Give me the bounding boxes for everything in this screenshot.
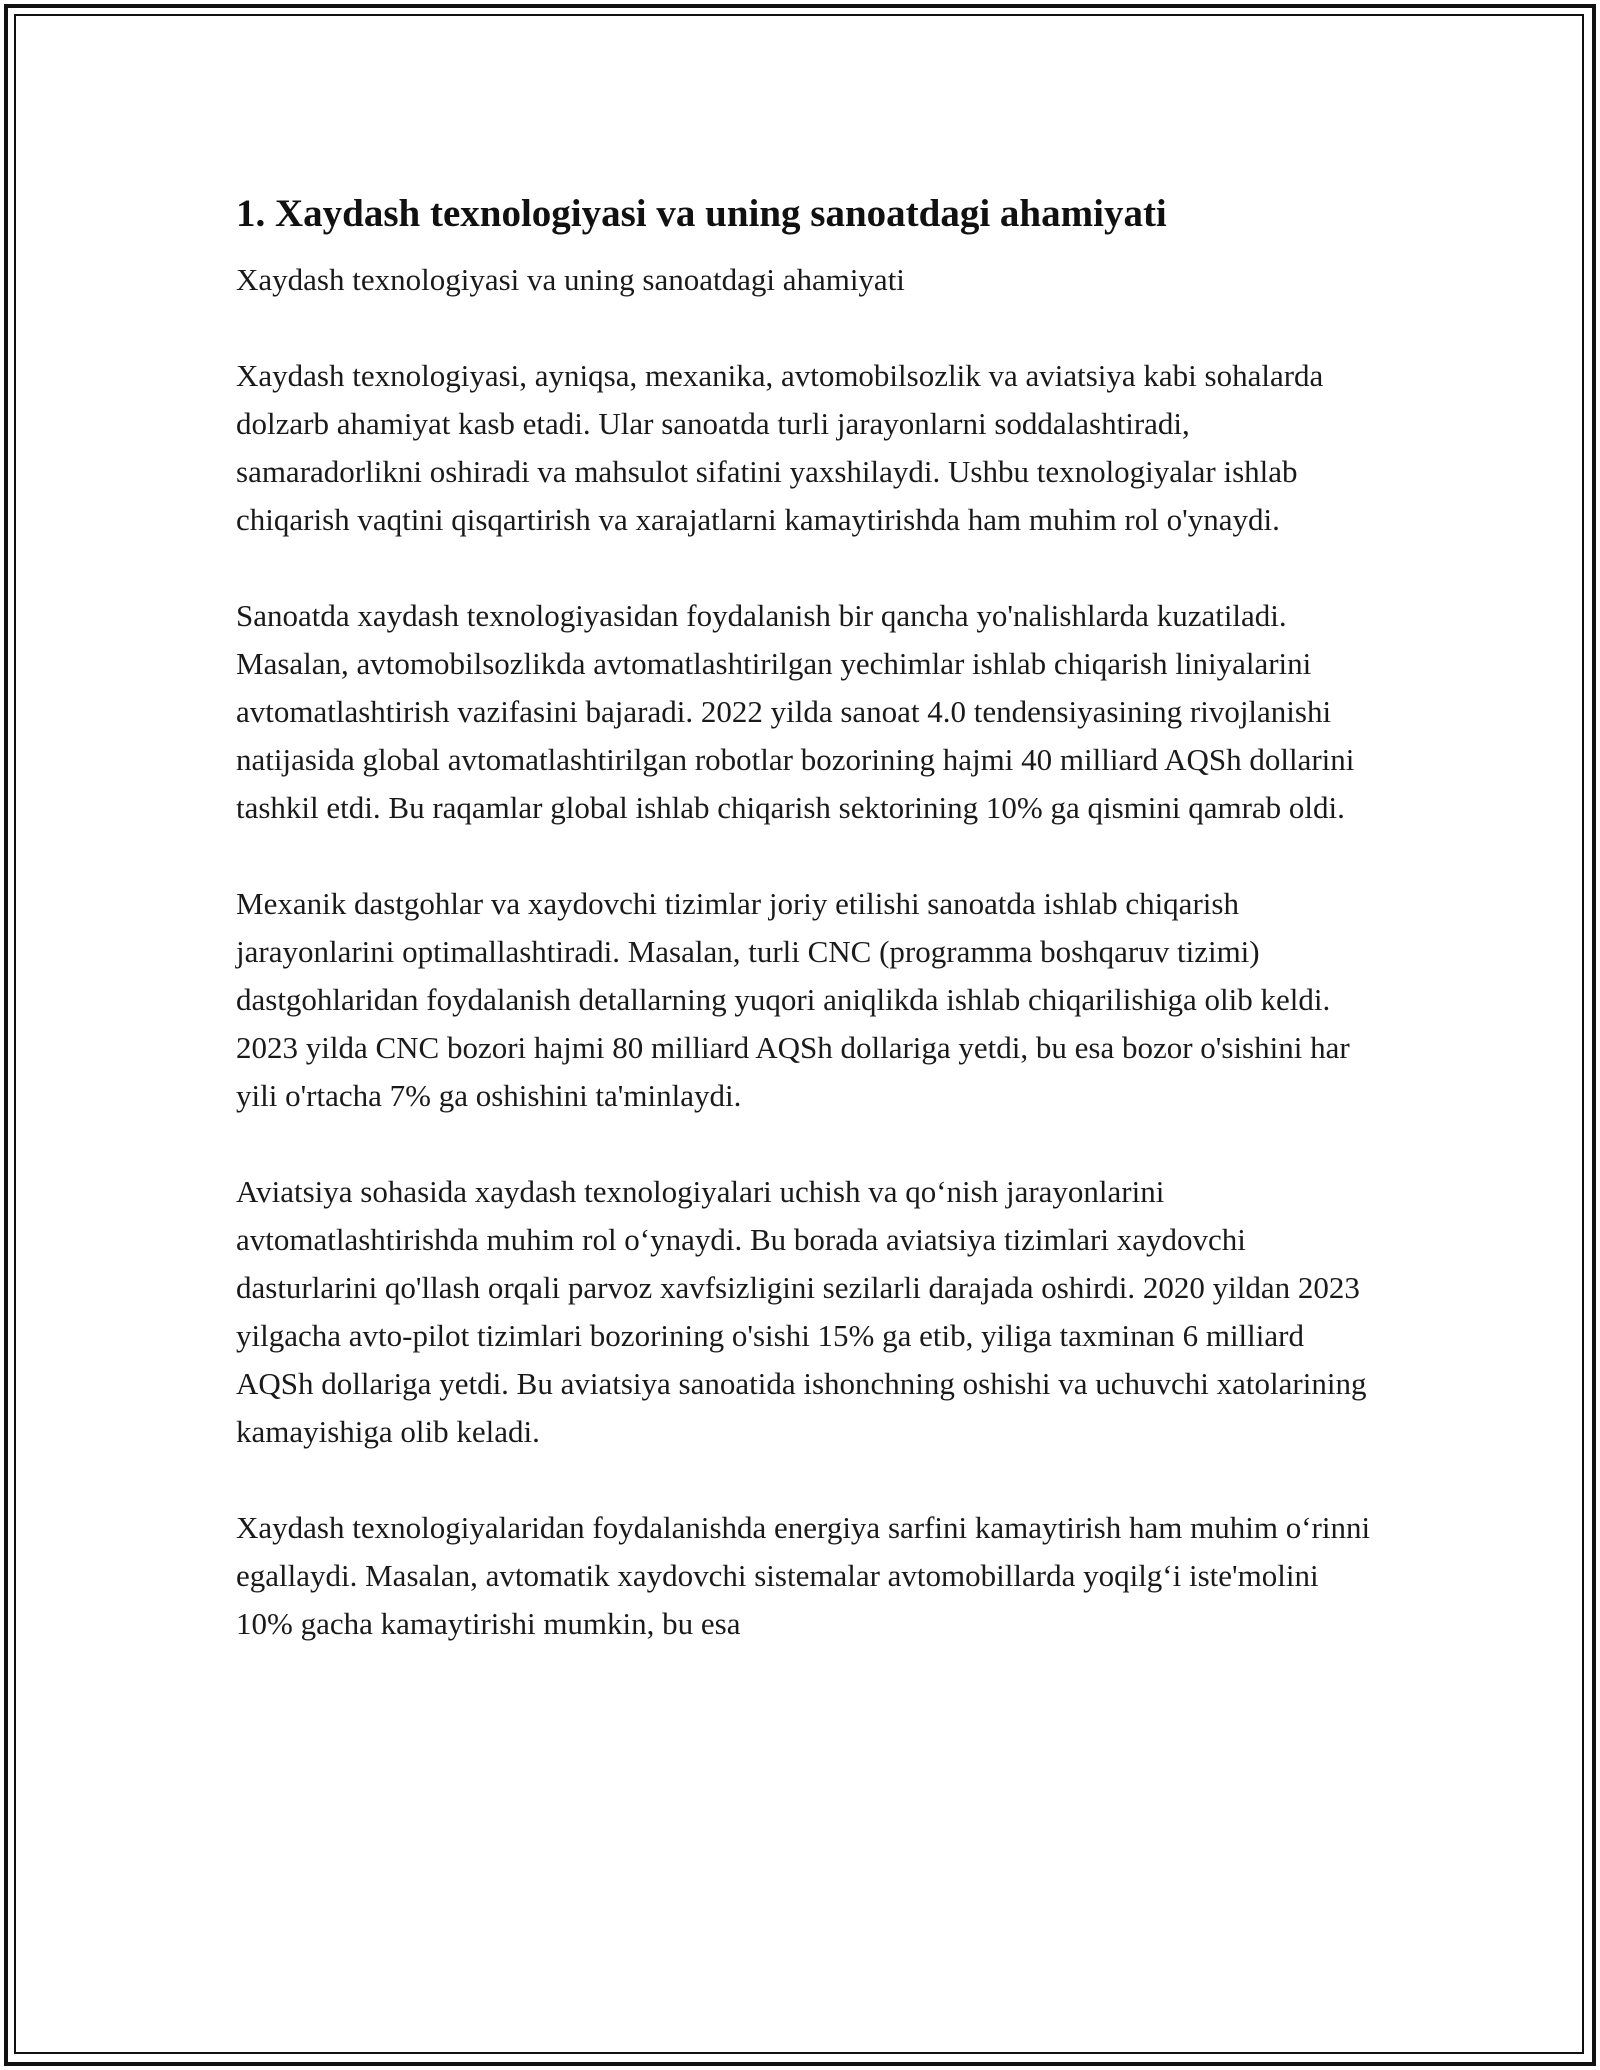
paragraph-5: Xaydash texnologiyalaridan foydalanishda energiya sarfini kamaytirish ham muhim o‘rinni egallaydi. Masalan, avtomatik xaydovchi sistemalar avtomobillarda yoqilg‘i iste'molini 10% gacha kamaytirishi mumkin, bu esa (236, 1510, 1371, 1641)
paragraph-2: Sanoatda xaydash texnologiyasidan foydalanish bir qancha yo'nalishlarda kuzatiladi. Masalan, avtomobilsozlikda avtomatlashtirilgan yechimlar ishlab chiqarish liniyalarini avtomatlashtirish vazifasini bajaradi. 2022 yilda sanoat 4.0 tendensiyasining rivojlanishi natijasida global avtomatlashtirilgan robotlar bozorining hajmi 40 milliard AQSh dollarini tashkil etdi. Bu raqamlar global ishlab chiqarish sektorining 10% ga qismini qamrab oldi. (236, 598, 1355, 825)
paragraph-1: Xaydash texnologiyasi, ayniqsa, mexanika, avtomobilsozlik va aviatsiya kabi sohalarda dolzarb ahamiyat kasb etadi. Ular sanoatda turli jarayonlarni soddalashtiradi, samaradorlikni oshiradi va mahsulot sifatini yaxshilaydi. Ushbu texnologiyalar ishlab chiqarish vaqtini qisqartirish va xarajatlarni kamaytirishda ham muhim rol o'ynaydi. (236, 358, 1324, 537)
paragraph-3: Mexanik dastgohlar va xaydovchi tizimlar joriy etilishi sanoatda ishlab chiqarish jarayonlarini optimallashtiradi. Masalan, turli CNC (programma boshqaruv tizimi) dastgohlaridan foydalanish detallarning yuqori aniqlikda ishlab chiqarilishiga olib keldi. 2023 yilda CNC bozori hajmi 80 milliard AQSh dollariga yetdi, bu esa bozor o'sishini har yili o'rtacha 7% ga oshishini ta'minlaydi. (236, 886, 1350, 1113)
document-body (236, 186, 1376, 1648)
document-subtitle: Xaydash texnologiyasi va uning sanoatdagi ahamiyati (236, 262, 905, 297)
paragraph-4: Aviatsiya sohasida xaydash texnologiyalari uchish va qo‘nish jarayonlarini avtomatlashtirishda muhim rol o‘ynaydi. Bu borada aviatsiya tizimlari xaydovchi dasturlarini qo'llash orqali parvoz xavfsizligini sezilarli darajada oshirdi. 2020 yildan 2023 yilgacha avto-pilot tizimlari bozorining o'sishi 15% ga etib, yiliga taxminan 6 milliard AQSh dollariga yetdi. Bu aviatsiya sanoatida ishonchning oshishi va uchuvchi xatolarining kamayishiga olib keladi. (236, 1174, 1367, 1449)
document-title: 1. Xaydash texnologiyasi va uning sanoatdagi ahamiyati (236, 192, 1167, 235)
